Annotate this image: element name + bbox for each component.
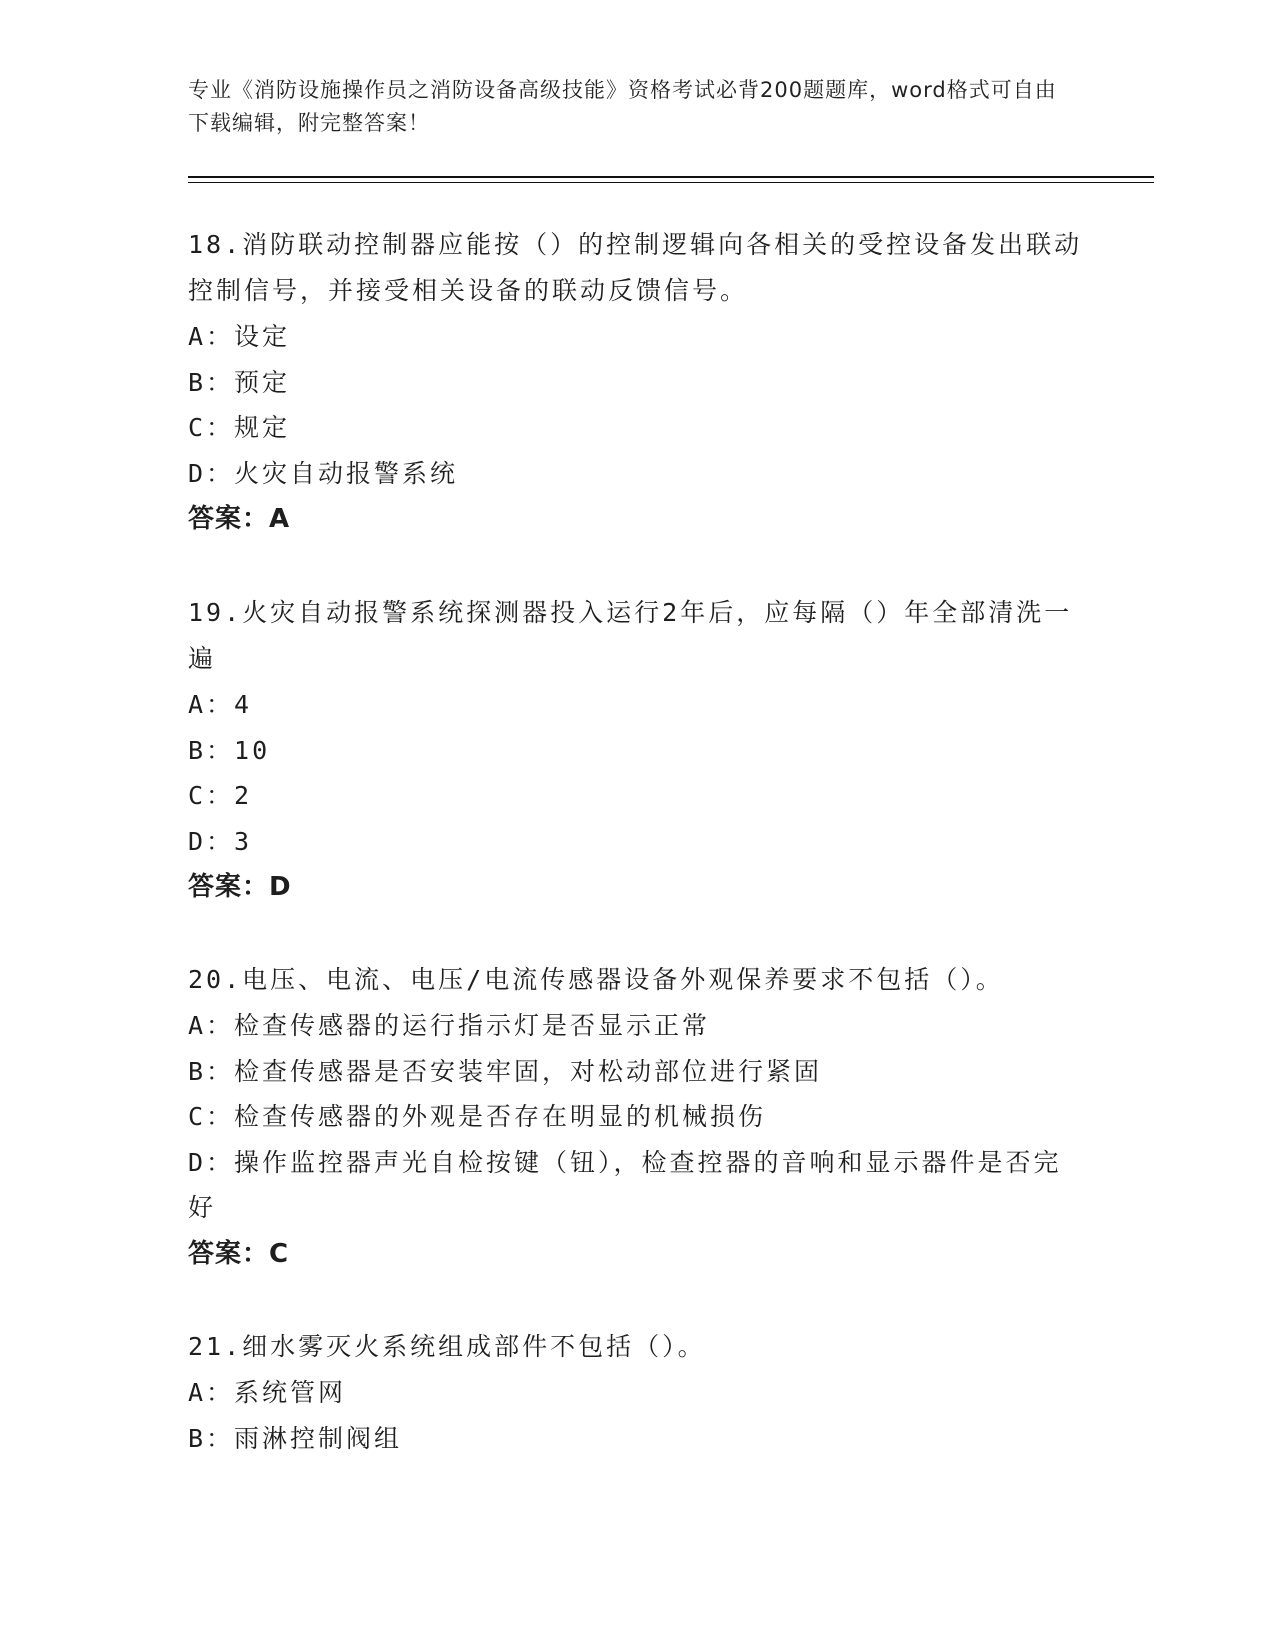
question-stem: 18.消防联动控制器应能按（）的控制逻辑向各相关的受控设备发出联动控制信号，并接受相关设备的联动反馈信号。 [188, 230, 1083, 305]
question-19 [188, 590, 1088, 910]
option-c: C：2 [188, 781, 253, 810]
option-b: B：10 [188, 735, 271, 765]
option-a: A：系统管网 [188, 1378, 347, 1407]
question-20 [188, 957, 1088, 1277]
option-c: C：检查传感器的外观是否存在明显的机械损伤 [188, 1102, 767, 1131]
question-18 [188, 222, 1088, 542]
option-b: B：检查传感器是否安装牢固，对松动部位进行紧固 [188, 1056, 823, 1086]
question-stem: 20.电压、电流、电压/电流传感器设备外观保养要求不包括（）。 [188, 965, 1004, 994]
option-c: C：规定 [188, 413, 291, 442]
option-a: A：设定 [188, 322, 291, 351]
option-d: D：3 [188, 826, 253, 856]
question-stem: 19.火灾自动报警系统探测器投入运行2年后，应每隔（）年全部清洗一遍 [188, 598, 1073, 673]
document-header: 专业《消防设施操作员之消防设备高级技能》资格考试必背200题题库，word格式可自由下载编辑，附完整答案！ [188, 78, 1057, 135]
option-d: D：火灾自动报警系统 [188, 458, 459, 488]
question-stem: 21.细水雾灭火系统组成部件不包括（）。 [188, 1332, 706, 1361]
option-d: D：操作监控器声光自检按键（钮），检查控器的音响和显示器件是否完好 [188, 1147, 1062, 1222]
answer-label: 答案：A [188, 504, 291, 534]
answer-label: 答案：D [188, 872, 292, 902]
header-rule-thick [188, 176, 1154, 178]
option-a: A：检查传感器的运行指示灯是否显示正常 [188, 1011, 711, 1040]
option-b: B：预定 [188, 367, 291, 397]
question-21 [188, 1324, 1088, 1461]
option-b: B：雨淋控制阀组 [188, 1423, 403, 1453]
header-rule-thin [188, 182, 1154, 183]
option-a: A：4 [188, 690, 253, 719]
answer-label: 答案：C [188, 1238, 290, 1269]
